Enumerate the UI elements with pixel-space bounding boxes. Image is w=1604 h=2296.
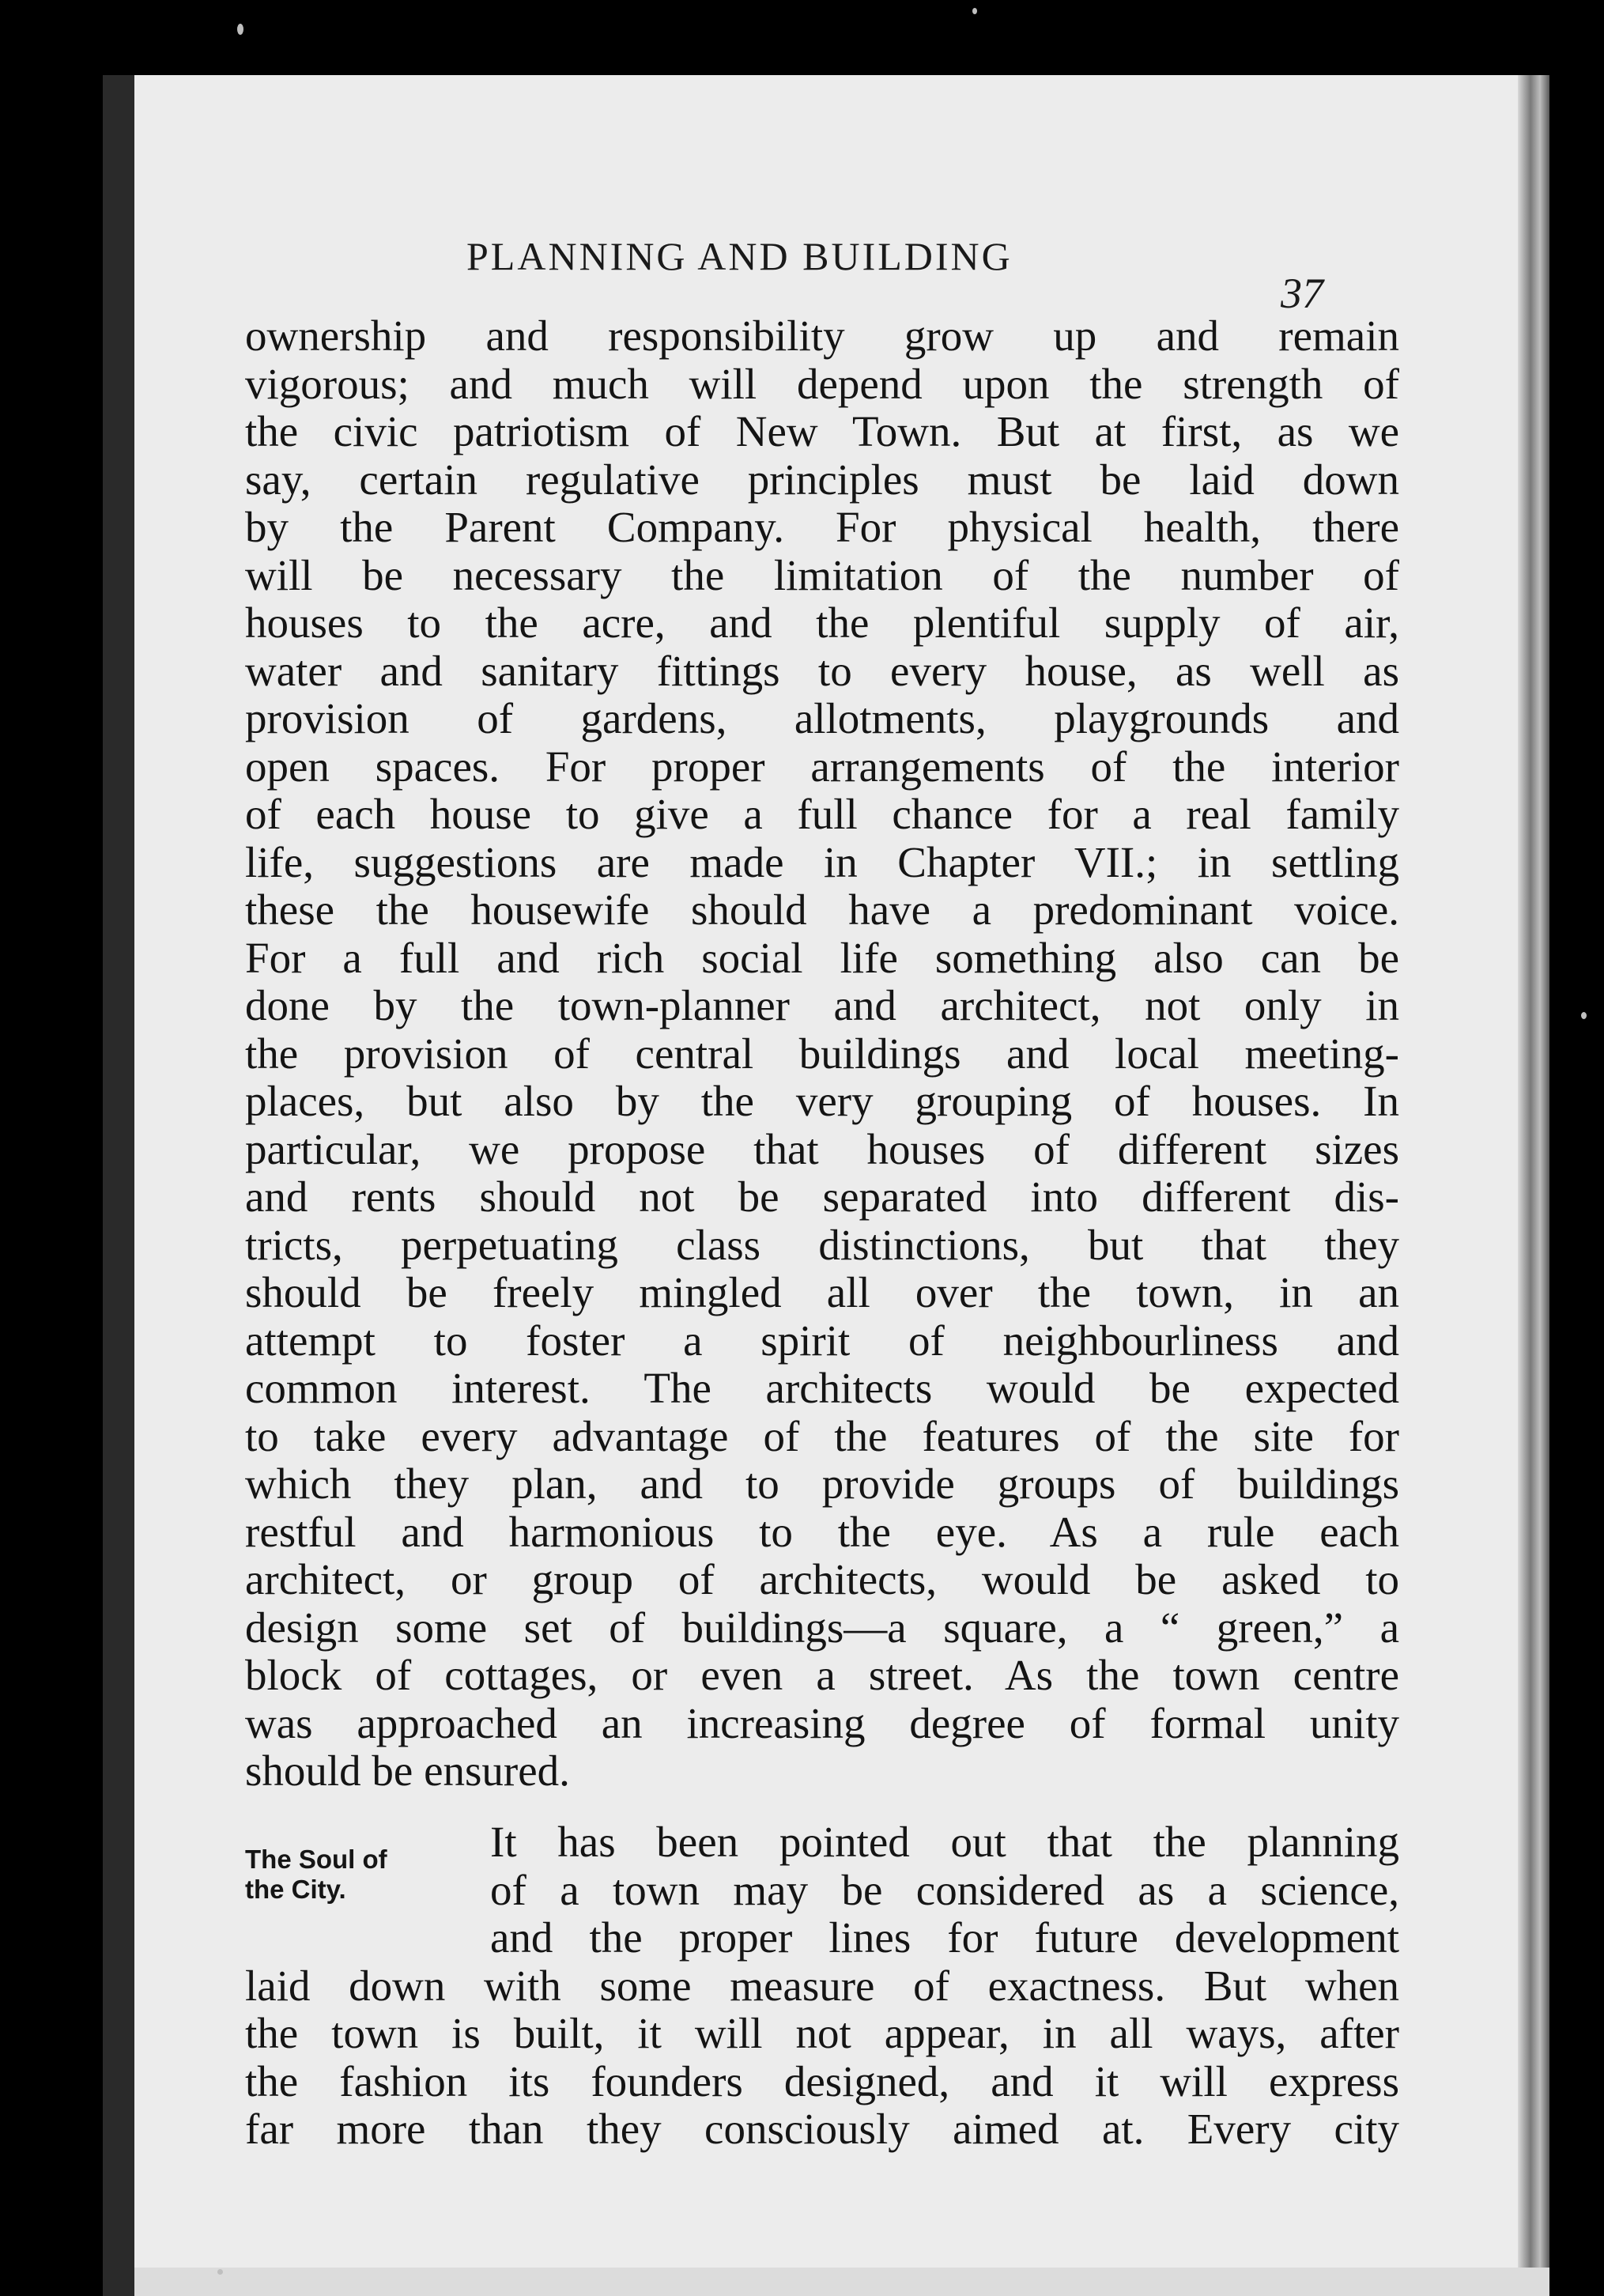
dust-speck bbox=[217, 2269, 223, 2275]
text-line: done by the town-planner and architect, not only in bbox=[245, 982, 1399, 1029]
page-edge bbox=[1518, 75, 1549, 2296]
text-line: water and sanitary fittings to every house, as well as bbox=[245, 647, 1399, 695]
text-line: these the housewife should have a predominant voice. bbox=[245, 886, 1399, 934]
dust-speck bbox=[972, 8, 977, 14]
text-line: say, certain regulative principles must be laid down bbox=[245, 455, 1399, 504]
running-head: PLANNING AND BUILDING bbox=[466, 234, 1013, 278]
text-line: should be ensured. bbox=[245, 1747, 570, 1795]
text-line: was approached an increasing degree of formal unity bbox=[245, 1699, 1399, 1747]
text-line: It has been pointed out that the planning bbox=[490, 1818, 1399, 1866]
text-line: provision of gardens, allotments, playgrounds and bbox=[245, 695, 1399, 742]
text-line: restful and harmonious to the eye. As a rule each bbox=[245, 1508, 1399, 1556]
text-line: ownership and responsibility grow up and remain bbox=[245, 312, 1399, 360]
text-line: will be necessary the limitation of the number of bbox=[245, 551, 1399, 599]
text-line: attempt to foster a spirit of neighbourliness and bbox=[245, 1316, 1399, 1365]
text-line: of each house to give a full chance for a real family bbox=[245, 791, 1399, 838]
page-number: 37 bbox=[1281, 270, 1323, 317]
dust-speck bbox=[237, 24, 243, 35]
marginal-note-line: the City. bbox=[245, 1875, 346, 1904]
text-line: tricts, perpetuating class distinctions, but that they bbox=[245, 1221, 1399, 1269]
marginal-note-line: The Soul of bbox=[245, 1845, 387, 1874]
dust-speck bbox=[1581, 1012, 1587, 1019]
text-line: the provision of central buildings and local meeting- bbox=[245, 1029, 1399, 1078]
text-line: and the proper lines for future development bbox=[490, 1914, 1399, 1962]
text-line: to take every advantage of the features of the site for bbox=[245, 1412, 1399, 1460]
text-line: should be freely mingled all over the town, in an bbox=[245, 1269, 1399, 1316]
text-line: architect, or group of architects, would be asked to bbox=[245, 1556, 1399, 1603]
text-line: the town is built, it will not appear, in all ways, after bbox=[245, 2010, 1399, 2057]
paragraph-1 bbox=[245, 312, 1399, 1796]
text-line: of a town may be considered as a science, bbox=[490, 1866, 1399, 1914]
text-line: vigorous; and much will depend upon the strength of bbox=[245, 360, 1399, 408]
text-line: laid down with some measure of exactness. But when bbox=[245, 1962, 1399, 2010]
text-line: places, but also by the very grouping of houses. In bbox=[245, 1078, 1399, 1125]
text-line: block of cottages, or even a street. As the town centre bbox=[245, 1652, 1399, 1699]
text-line: which they plan, and to provide groups of buildings bbox=[245, 1460, 1399, 1508]
text-line: the civic patriotism of New Town. But at first, as we bbox=[245, 408, 1399, 455]
text-line: design some set of buildings—a square, a “ green,” a bbox=[245, 1603, 1399, 1652]
text-line: and rents should not be separated into different dis- bbox=[245, 1173, 1399, 1221]
text-line: common interest. The architects would be expected bbox=[245, 1365, 1399, 1412]
text-line: by the Parent Company. For physical health, there bbox=[245, 504, 1399, 551]
text-line: life, suggestions are made in Chapter VII.; in settling bbox=[245, 838, 1399, 886]
page-bottom bbox=[134, 2268, 1549, 2296]
text-line: For a full and rich social life something also can be bbox=[245, 934, 1399, 982]
text-line: far more than they consciously aimed at. Every city bbox=[245, 2105, 1399, 2153]
book-page bbox=[103, 75, 1549, 2296]
text-line: open spaces. For proper arrangements of the interior bbox=[245, 742, 1399, 791]
text-line: particular, we propose that houses of different sizes bbox=[245, 1125, 1399, 1173]
paragraph-2 bbox=[245, 1818, 1399, 2154]
text-line: the fashion its founders designed, and it will express bbox=[245, 2057, 1399, 2105]
text-line: houses to the acre, and the plentiful supply of air, bbox=[245, 599, 1399, 647]
